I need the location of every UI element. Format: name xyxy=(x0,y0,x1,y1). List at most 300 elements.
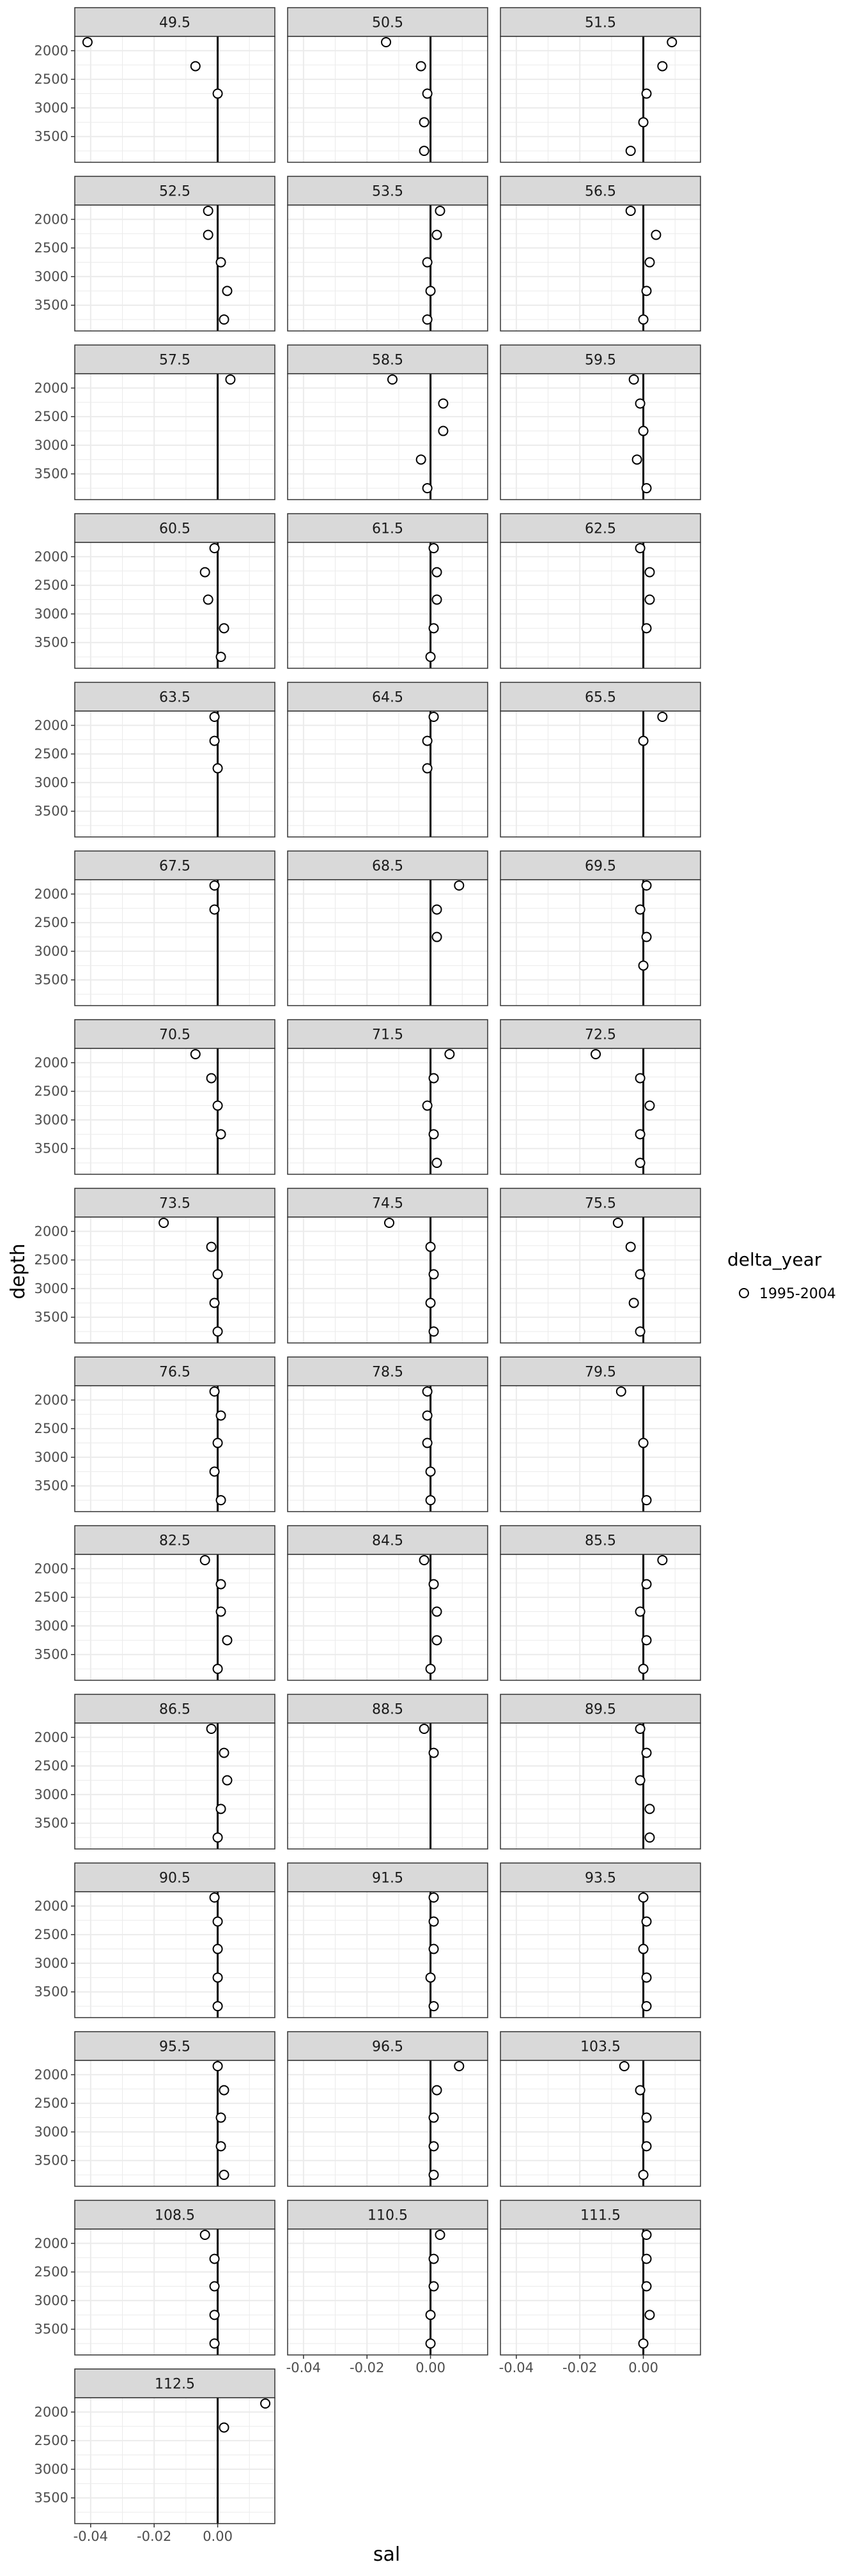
x-tick-label: 0.00 xyxy=(628,2360,658,2375)
data-point xyxy=(454,881,463,890)
y-tick-label: 3000 xyxy=(34,1955,68,1971)
panel-background xyxy=(500,542,700,668)
facet-panel xyxy=(288,682,488,837)
y-tick-label: 2000 xyxy=(34,2067,68,2083)
data-point xyxy=(642,2230,651,2239)
panel-background xyxy=(75,1048,275,1174)
data-point xyxy=(417,62,426,71)
facet-panel xyxy=(500,1357,700,1512)
facet-strip-label: 57.5 xyxy=(159,352,190,369)
data-point xyxy=(222,1636,231,1644)
data-point xyxy=(201,2230,210,2239)
data-point xyxy=(642,2113,651,2122)
facet-panel xyxy=(75,1020,275,1174)
y-tick-label: 3000 xyxy=(34,2124,68,2140)
facet-panel xyxy=(288,1188,488,1343)
data-point xyxy=(217,2142,226,2150)
data-point xyxy=(646,258,654,267)
y-tick-label: 3000 xyxy=(34,606,68,622)
facet-strip-label: 84.5 xyxy=(372,1533,403,1549)
facet-strip-label: 51.5 xyxy=(585,15,616,31)
y-tick-label: 3500 xyxy=(34,466,68,482)
panel-background xyxy=(75,1217,275,1343)
data-point xyxy=(636,1074,645,1083)
data-point xyxy=(454,2062,463,2071)
facet-strip-label: 93.5 xyxy=(585,1870,616,1887)
data-point xyxy=(201,1556,210,1565)
data-point xyxy=(433,1607,442,1616)
data-point xyxy=(220,315,229,324)
panel-background xyxy=(500,1386,700,1512)
panel-background xyxy=(75,1554,275,1680)
data-point xyxy=(636,1270,645,1279)
y-tick-label: 2000 xyxy=(34,43,68,59)
data-point xyxy=(210,905,219,914)
data-point xyxy=(420,118,429,126)
data-point xyxy=(217,1496,226,1505)
data-point xyxy=(642,2255,651,2264)
data-point xyxy=(426,2339,435,2348)
data-point xyxy=(430,1327,438,1336)
facet-panel xyxy=(288,1694,488,1849)
data-point xyxy=(423,258,432,267)
data-point xyxy=(433,1636,442,1644)
data-point xyxy=(438,427,447,436)
facet-strip-label: 110.5 xyxy=(368,2207,408,2224)
data-point xyxy=(433,905,442,914)
data-point xyxy=(417,455,426,464)
panel-background xyxy=(75,711,275,837)
y-tick-label: 2000 xyxy=(34,2404,68,2420)
data-point xyxy=(213,1270,222,1279)
data-point xyxy=(642,1917,651,1926)
data-point xyxy=(430,2002,438,2011)
y-tick-label: 3500 xyxy=(34,972,68,988)
y-tick-label: 3500 xyxy=(34,1478,68,1494)
panel-background xyxy=(75,2398,275,2524)
facet-strip-label: 103.5 xyxy=(580,2039,621,2055)
x-tick-label: 0.00 xyxy=(203,2529,233,2544)
y-tick-label: 2000 xyxy=(34,549,68,565)
panel-background xyxy=(75,36,275,162)
data-point xyxy=(633,455,642,464)
facet-panel xyxy=(75,345,275,500)
data-point xyxy=(651,231,660,240)
facet-strip-label: 56.5 xyxy=(585,183,616,200)
data-point xyxy=(423,89,432,98)
data-point xyxy=(213,1833,222,1842)
facet-strip-label: 65.5 xyxy=(585,689,616,706)
y-tick-label: 2500 xyxy=(34,1421,68,1437)
data-point xyxy=(201,568,210,577)
data-point xyxy=(642,2142,651,2150)
data-point xyxy=(220,2423,229,2432)
facet-panel xyxy=(500,1020,700,1174)
y-tick-label: 2500 xyxy=(34,2264,68,2280)
facet-strip-label: 88.5 xyxy=(372,1701,403,1718)
data-point xyxy=(642,286,651,295)
data-point xyxy=(217,1130,226,1138)
facet-panel xyxy=(75,2369,275,2524)
data-point xyxy=(210,737,219,746)
panel-background xyxy=(500,1554,700,1680)
facet-panel xyxy=(75,2032,275,2186)
data-point xyxy=(210,1893,219,1902)
data-point xyxy=(639,118,648,126)
facet-panel xyxy=(500,176,700,331)
facet-strip-label: 50.5 xyxy=(372,15,403,31)
facet-panel xyxy=(75,1188,275,1343)
facet-panel xyxy=(500,1188,700,1343)
data-point xyxy=(423,1411,432,1420)
panel-background xyxy=(500,2060,700,2186)
data-point xyxy=(433,595,442,604)
data-point xyxy=(430,2255,438,2264)
x-tick-label: -0.02 xyxy=(137,2529,172,2544)
data-point xyxy=(445,1050,454,1059)
data-point xyxy=(210,2255,219,2264)
facet-panel xyxy=(500,8,700,162)
y-tick-label: 3500 xyxy=(34,297,68,313)
y-tick-label: 3000 xyxy=(34,268,68,284)
panel-background xyxy=(288,2060,488,2186)
data-point xyxy=(210,2339,219,2348)
facet-panel xyxy=(75,1526,275,1680)
data-point xyxy=(220,2170,229,2179)
data-point xyxy=(213,1945,222,1954)
data-point xyxy=(642,2002,651,2011)
data-point xyxy=(646,595,654,604)
data-point xyxy=(617,1387,626,1396)
facet-strip-label: 59.5 xyxy=(585,352,616,369)
facet-panel xyxy=(75,851,275,1006)
data-point xyxy=(213,1917,222,1926)
data-point xyxy=(433,2086,442,2095)
data-point xyxy=(217,1804,226,1813)
data-point xyxy=(430,2113,438,2122)
y-tick-label: 2500 xyxy=(34,1927,68,1943)
facet-panel xyxy=(75,682,275,837)
data-point xyxy=(639,1439,648,1448)
facet-panel xyxy=(288,2200,488,2355)
panel-background xyxy=(75,205,275,331)
panel-background xyxy=(500,2229,700,2355)
data-point xyxy=(159,1218,168,1227)
y-tick-label: 3000 xyxy=(34,2461,68,2477)
data-point xyxy=(642,1749,651,1758)
data-point xyxy=(636,905,645,914)
data-point xyxy=(658,62,667,71)
facet-strip-label: 82.5 xyxy=(159,1533,190,1549)
data-point xyxy=(626,206,635,215)
panel-background xyxy=(288,711,488,837)
y-tick-label: 3000 xyxy=(34,943,68,959)
data-point xyxy=(642,89,651,98)
y-tick-label: 2500 xyxy=(34,2433,68,2449)
facet-panel xyxy=(75,2200,275,2355)
data-point xyxy=(210,1387,219,1396)
data-point xyxy=(430,624,438,632)
facet-strip-label: 52.5 xyxy=(159,183,190,200)
data-point xyxy=(639,1893,648,1902)
data-point xyxy=(430,1580,438,1589)
data-point xyxy=(210,2282,219,2291)
facet-panel xyxy=(500,514,700,668)
facet-strip-label: 71.5 xyxy=(372,1027,403,1043)
data-point xyxy=(430,712,438,721)
data-point xyxy=(430,544,438,553)
x-tick-label: -0.02 xyxy=(350,2360,385,2375)
data-point xyxy=(423,1439,432,1448)
facet-panel xyxy=(75,8,275,162)
data-point xyxy=(636,1327,645,1336)
data-point xyxy=(191,1050,200,1059)
y-tick-label: 2000 xyxy=(34,380,68,396)
data-point xyxy=(382,38,391,47)
data-point xyxy=(213,1101,222,1110)
data-point xyxy=(639,1945,648,1954)
facet-panel xyxy=(500,851,700,1006)
data-point xyxy=(639,1664,648,1673)
data-point xyxy=(210,1298,219,1307)
data-point xyxy=(83,38,92,47)
data-point xyxy=(626,1243,635,1252)
facet-strip-label: 74.5 xyxy=(372,1195,403,1212)
data-point xyxy=(646,568,654,577)
facet-panel xyxy=(500,682,700,837)
facet-strip-label: 64.5 xyxy=(372,689,403,706)
data-point xyxy=(639,2339,648,2348)
y-tick-label: 2000 xyxy=(34,1223,68,1239)
facet-panel xyxy=(288,176,488,331)
data-point xyxy=(426,2310,435,2319)
data-point xyxy=(213,89,222,98)
data-point xyxy=(204,206,213,215)
panel-background xyxy=(288,2229,488,2355)
y-tick-label: 3000 xyxy=(34,100,68,116)
y-tick-label: 2500 xyxy=(34,578,68,594)
panel-background xyxy=(75,2229,275,2355)
data-point xyxy=(433,231,442,240)
panel-background xyxy=(75,880,275,1006)
facet-panel xyxy=(288,1020,488,1174)
facet-panel xyxy=(288,514,488,668)
y-tick-label: 3500 xyxy=(34,1309,68,1325)
data-point xyxy=(423,1101,432,1110)
facet-strip-label: 67.5 xyxy=(159,858,190,875)
y-tick-label: 3500 xyxy=(34,2321,68,2337)
y-tick-label: 3500 xyxy=(34,1815,68,1831)
data-point xyxy=(430,1749,438,1758)
y-tick-label: 3000 xyxy=(34,1618,68,1634)
facet-strip-label: 62.5 xyxy=(585,521,616,537)
data-point xyxy=(639,961,648,970)
panel-background xyxy=(288,205,488,331)
facet-panel xyxy=(500,1694,700,1849)
data-point xyxy=(646,1804,654,1813)
y-tick-label: 2500 xyxy=(34,1758,68,1774)
data-point xyxy=(426,652,435,661)
facet-strip-label: 76.5 xyxy=(159,1364,190,1381)
facet-strip-label: 95.5 xyxy=(159,2039,190,2055)
facet-panel xyxy=(500,345,700,500)
data-point xyxy=(210,1467,219,1476)
y-tick-label: 2500 xyxy=(34,1590,68,1606)
data-point xyxy=(435,2230,444,2239)
data-point xyxy=(636,544,645,553)
data-point xyxy=(210,881,219,890)
y-tick-label: 3000 xyxy=(34,437,68,453)
panel-background xyxy=(288,36,488,162)
data-point xyxy=(426,1243,435,1252)
x-tick-label: -0.04 xyxy=(286,2360,321,2375)
data-point xyxy=(213,1664,222,1673)
data-point xyxy=(433,1158,442,1167)
data-point xyxy=(435,206,444,215)
y-tick-label: 2500 xyxy=(34,72,68,88)
panel-background xyxy=(75,2060,275,2186)
y-tick-label: 2000 xyxy=(34,717,68,733)
panel-background xyxy=(500,36,700,162)
facet-strip-label: 73.5 xyxy=(159,1195,190,1212)
facet-panel xyxy=(288,1357,488,1512)
y-tick-label: 2000 xyxy=(34,1898,68,1914)
data-point xyxy=(430,2142,438,2150)
data-point xyxy=(222,1776,231,1785)
data-point xyxy=(423,1387,432,1396)
facet-panel xyxy=(75,1694,275,1849)
facet-strip-label: 61.5 xyxy=(372,521,403,537)
facet-panel xyxy=(75,1863,275,2018)
data-point xyxy=(430,1270,438,1279)
y-axis-title: depth xyxy=(7,1243,29,1300)
panel-background xyxy=(288,1554,488,1680)
data-point xyxy=(213,764,222,773)
y-tick-label: 3000 xyxy=(34,2292,68,2308)
data-point xyxy=(620,2062,629,2071)
data-point xyxy=(642,933,651,942)
data-point xyxy=(642,2282,651,2291)
data-point xyxy=(642,881,651,890)
facet-strip-label: 112.5 xyxy=(155,2376,195,2393)
panel-background xyxy=(75,374,275,500)
y-tick-label: 2000 xyxy=(34,2235,68,2251)
facet-strip-label: 86.5 xyxy=(159,1701,190,1718)
y-tick-label: 3500 xyxy=(34,1140,68,1156)
panel-background xyxy=(288,1217,488,1343)
data-point xyxy=(213,1439,222,1448)
y-tick-label: 2000 xyxy=(34,1561,68,1577)
data-point xyxy=(213,1327,222,1336)
y-tick-label: 2500 xyxy=(34,746,68,762)
panel-background xyxy=(500,1892,700,2018)
y-tick-label: 3500 xyxy=(34,2490,68,2506)
data-point xyxy=(646,1101,654,1110)
data-point xyxy=(426,1298,435,1307)
facet-panel xyxy=(288,8,488,162)
data-point xyxy=(636,1158,645,1167)
y-tick-label: 2000 xyxy=(34,211,68,227)
data-point xyxy=(420,1724,429,1733)
data-point xyxy=(385,1218,394,1227)
data-point xyxy=(210,712,219,721)
data-point xyxy=(642,1636,651,1644)
x-tick-label: -0.04 xyxy=(499,2360,534,2375)
facet-strip-label: 60.5 xyxy=(159,521,190,537)
data-point xyxy=(213,2002,222,2011)
x-tick-label: -0.04 xyxy=(73,2529,109,2544)
y-tick-label: 3000 xyxy=(34,1449,68,1465)
data-point xyxy=(636,1607,645,1616)
panel-background xyxy=(500,1048,700,1174)
y-tick-label: 2000 xyxy=(34,886,68,902)
data-point xyxy=(658,1556,667,1565)
facet-strip-label: 111.5 xyxy=(580,2207,621,2224)
facet-panel xyxy=(500,2032,700,2186)
data-point xyxy=(207,1074,216,1083)
data-point xyxy=(210,2310,219,2319)
y-tick-label: 3000 xyxy=(34,1112,68,1128)
data-point xyxy=(430,1893,438,1902)
data-point xyxy=(388,375,397,384)
facet-strip-label: 58.5 xyxy=(372,352,403,369)
facet-strip-label: 53.5 xyxy=(372,183,403,200)
data-point xyxy=(423,764,432,773)
data-point xyxy=(639,427,648,436)
facet-panel xyxy=(288,851,488,1006)
facet-strip-label: 70.5 xyxy=(159,1027,190,1043)
facet-strip-label: 69.5 xyxy=(585,858,616,875)
data-point xyxy=(430,1130,438,1138)
panel-background xyxy=(75,1892,275,2018)
data-point xyxy=(636,2086,645,2095)
data-point xyxy=(204,595,213,604)
data-point xyxy=(430,2282,438,2291)
data-point xyxy=(636,1130,645,1138)
panel-background xyxy=(288,374,488,500)
facet-strip-label: 72.5 xyxy=(585,1027,616,1043)
data-point xyxy=(426,286,435,295)
data-point xyxy=(213,1973,222,1982)
data-point xyxy=(213,2062,222,2071)
data-point xyxy=(438,399,447,408)
facet-strip-label: 79.5 xyxy=(585,1364,616,1381)
panel-background xyxy=(288,880,488,1006)
data-point xyxy=(220,2086,229,2095)
data-point xyxy=(207,1243,216,1252)
data-point xyxy=(667,38,676,47)
y-tick-label: 3500 xyxy=(34,1984,68,2000)
facet-panel xyxy=(500,1863,700,2018)
data-point xyxy=(207,1724,216,1733)
legend-key-point xyxy=(739,1289,748,1298)
facet-strip-label: 90.5 xyxy=(159,1870,190,1887)
data-point xyxy=(636,1724,645,1733)
data-point xyxy=(636,399,645,408)
data-point xyxy=(420,1556,429,1565)
data-point xyxy=(204,231,213,240)
data-point xyxy=(591,1050,600,1059)
y-tick-label: 2500 xyxy=(34,2096,68,2112)
data-point xyxy=(423,484,432,493)
data-point xyxy=(426,1467,435,1476)
x-tick-label: -0.02 xyxy=(562,2360,598,2375)
data-point xyxy=(658,712,667,721)
data-point xyxy=(226,375,235,384)
y-tick-label: 3500 xyxy=(34,803,68,819)
data-point xyxy=(261,2399,270,2408)
facet-strip-label: 49.5 xyxy=(159,15,190,31)
